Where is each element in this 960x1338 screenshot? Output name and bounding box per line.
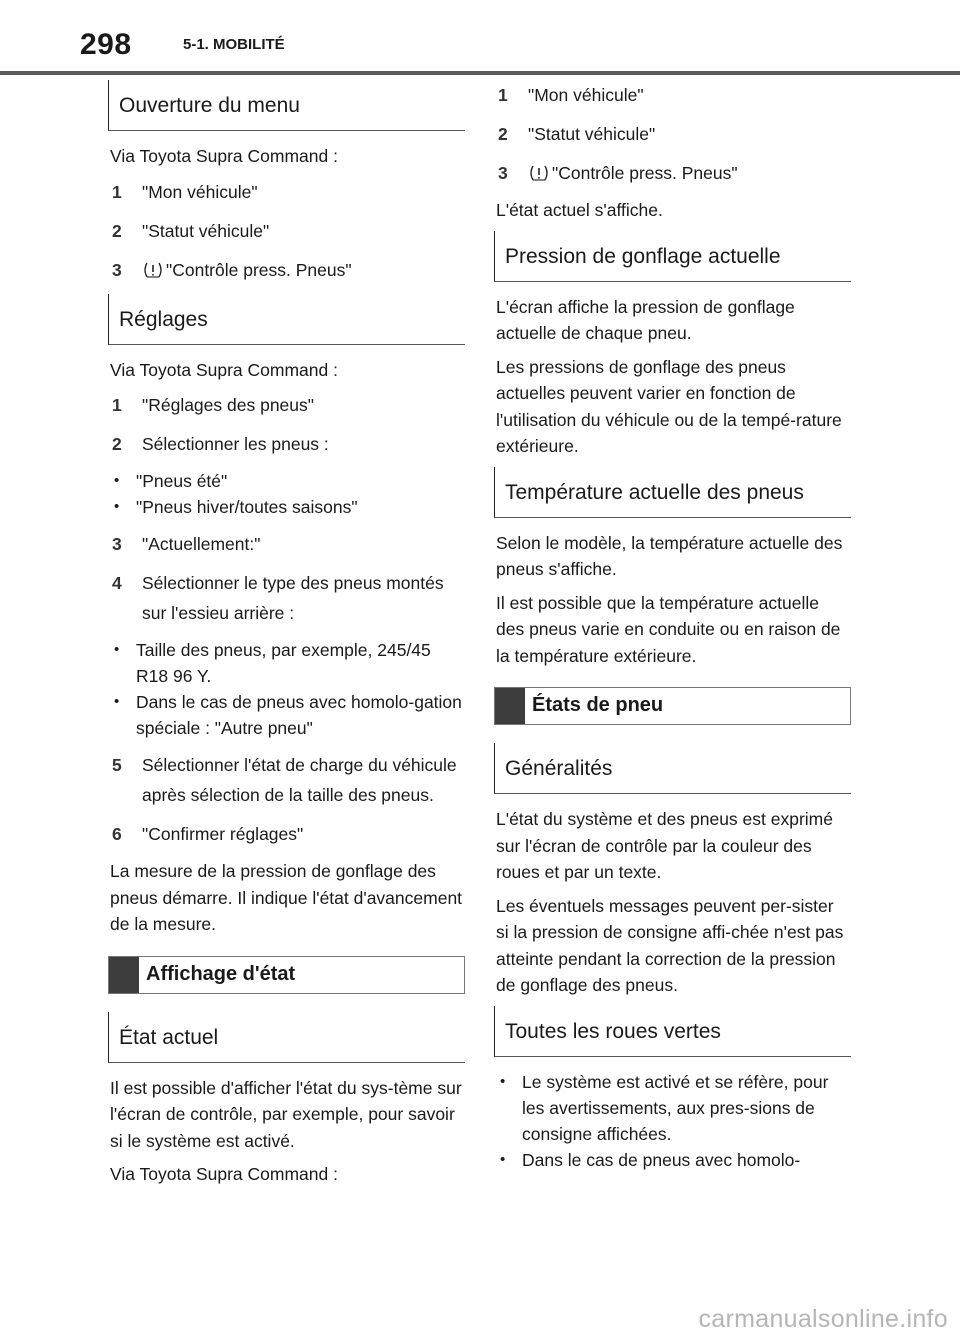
chapter-title: 5-1. MOBILITÉ: [183, 36, 285, 53]
section-heading-current-temperature: Température actuelle des pneus: [494, 467, 851, 518]
pressure-text-2: Les pressions de gonflage des pneus actuelles peuvent varier en fonction de l'utilisation du véhicule ou de la tempé-rature extérieure.: [496, 356, 842, 456]
step-number: 2: [112, 434, 122, 454]
section-heading-status-display: [108, 956, 465, 994]
section-heading-all-wheels-green: Toutes les roues vertes: [494, 1006, 851, 1057]
state-shown-text: L'état actuel s'affiche.: [496, 200, 663, 220]
list-item: • "Pneus été": [108, 468, 465, 494]
tire-pressure-warning-icon: [142, 262, 164, 278]
section-heading-current-state: État actuel: [108, 1012, 465, 1063]
step-number: 5: [112, 755, 122, 775]
step-text: "Statut véhicule": [142, 220, 270, 241]
step-text: "Confirmer réglages": [142, 824, 304, 844]
step-text: "Contrôle press. Pneus": [166, 259, 352, 280]
current-state-intro: Via Toyota Supra Command :: [110, 1164, 338, 1184]
settings-step: [108, 429, 465, 459]
menu-step: [108, 255, 465, 285]
step-text: Sélectionner le type des pneus montés sur l'essieu arrière :: [142, 573, 444, 623]
list-item: • Dans le cas de pneus avec homolo-gation spéciale : "Autre pneu": [108, 689, 465, 741]
section-heading-menu: Ouverture du menu: [108, 80, 465, 131]
tire-type-list: [108, 468, 465, 520]
status-step: [494, 119, 851, 149]
step-text: "Réglages des pneus": [142, 395, 314, 415]
current-state-text: Il est possible d'afficher l'état du sys-tème sur l'écran de contrôle, par exemple, pour savoir si le système est activé.: [110, 1077, 462, 1151]
right-column: [494, 80, 851, 1182]
temperature-text-1: Selon le modèle, la température actuelle des pneus s'affiche.: [496, 532, 843, 579]
section-heading-current-pressure: Pression de gonflage actuelle: [494, 231, 851, 282]
status-step: [494, 158, 851, 188]
menu-step: [108, 177, 465, 207]
heading-title: États de pneu: [532, 694, 664, 716]
status-step: [494, 80, 851, 110]
step-text: "Statut véhicule": [528, 124, 656, 144]
section-heading-tire-states: [494, 687, 851, 725]
page-header: [0, 0, 960, 76]
step-text: "Contrôle press. Pneus": [552, 163, 738, 183]
watermark: carmanualsonline.info: [698, 1305, 948, 1333]
step-number: 3: [112, 259, 122, 280]
section-heading-settings: Réglages: [108, 294, 465, 345]
pressure-text-1: L'écran affiche la pression de gonflage actuelle de chaque pneu.: [496, 296, 795, 343]
step-number: 6: [112, 824, 122, 844]
settings-step: [108, 819, 465, 849]
settings-step: [108, 750, 465, 810]
step-text: "Mon véhicule": [528, 85, 644, 105]
temperature-text-2: Il est possible que la température actuelle des pneus varie en conduite ou en raison de la température extérieure.: [496, 592, 841, 666]
menu-intro: Via Toyota Supra Command :: [110, 146, 338, 166]
step-number: 4: [112, 573, 122, 593]
general-text-2: Les éventuels messages peuvent per-sister si la pression de consigne affi-chée n'est pas atteinte pendant la correction de la pression de gonflage des pneus.: [496, 895, 844, 995]
menu-step: [108, 216, 465, 246]
step-text: Sélectionner les pneus :: [142, 434, 329, 454]
step-text: "Mon véhicule": [142, 181, 258, 202]
section-heading-general: Généralités: [494, 743, 851, 794]
left-column: [108, 80, 465, 1195]
step-number: 2: [112, 220, 122, 241]
settings-step: [108, 390, 465, 420]
settings-step: [108, 568, 465, 628]
heading-title: Affichage d'état: [146, 962, 296, 985]
all-green-list: [494, 1069, 851, 1173]
measurement-text: La mesure de la pression de gonflage des pneus démarre. Il indique l'état d'avancement de la mesure.: [110, 861, 463, 934]
general-text-1: L'état du système et des pneus est exprimé sur l'écran de contrôle par la couleur des roues et par un texte.: [496, 809, 833, 882]
step-number: 1: [498, 85, 508, 105]
step-text: "Actuellement:": [142, 534, 261, 554]
step-number: 3: [112, 534, 122, 554]
step-number: 1: [112, 395, 122, 415]
page-number: 298: [80, 28, 132, 61]
step-number: 1: [112, 181, 122, 202]
tire-pressure-warning-icon: [528, 165, 550, 181]
heading-bar: [109, 957, 139, 993]
list-item: • Dans le cas de pneus avec homolo-: [494, 1147, 851, 1173]
settings-step: [108, 529, 465, 559]
list-item: • Le système est activé et se réfère, pour les avertissements, aux pres-sions de consigne affichées.: [494, 1069, 851, 1147]
step-number: 3: [498, 163, 508, 183]
list-item: • Taille des pneus, par exemple, 245/45 R18 96 Y.: [108, 637, 465, 689]
settings-intro: Via Toyota Supra Command :: [110, 359, 338, 380]
step-text: Sélectionner l'état de charge du véhicule après sélection de la taille des pneus.: [142, 755, 457, 805]
heading-bar: [495, 688, 525, 724]
header-divider: [0, 71, 960, 75]
list-item: • "Pneus hiver/toutes saisons": [108, 494, 465, 520]
rear-tire-options-list: [108, 637, 465, 741]
step-number: 2: [498, 124, 508, 144]
